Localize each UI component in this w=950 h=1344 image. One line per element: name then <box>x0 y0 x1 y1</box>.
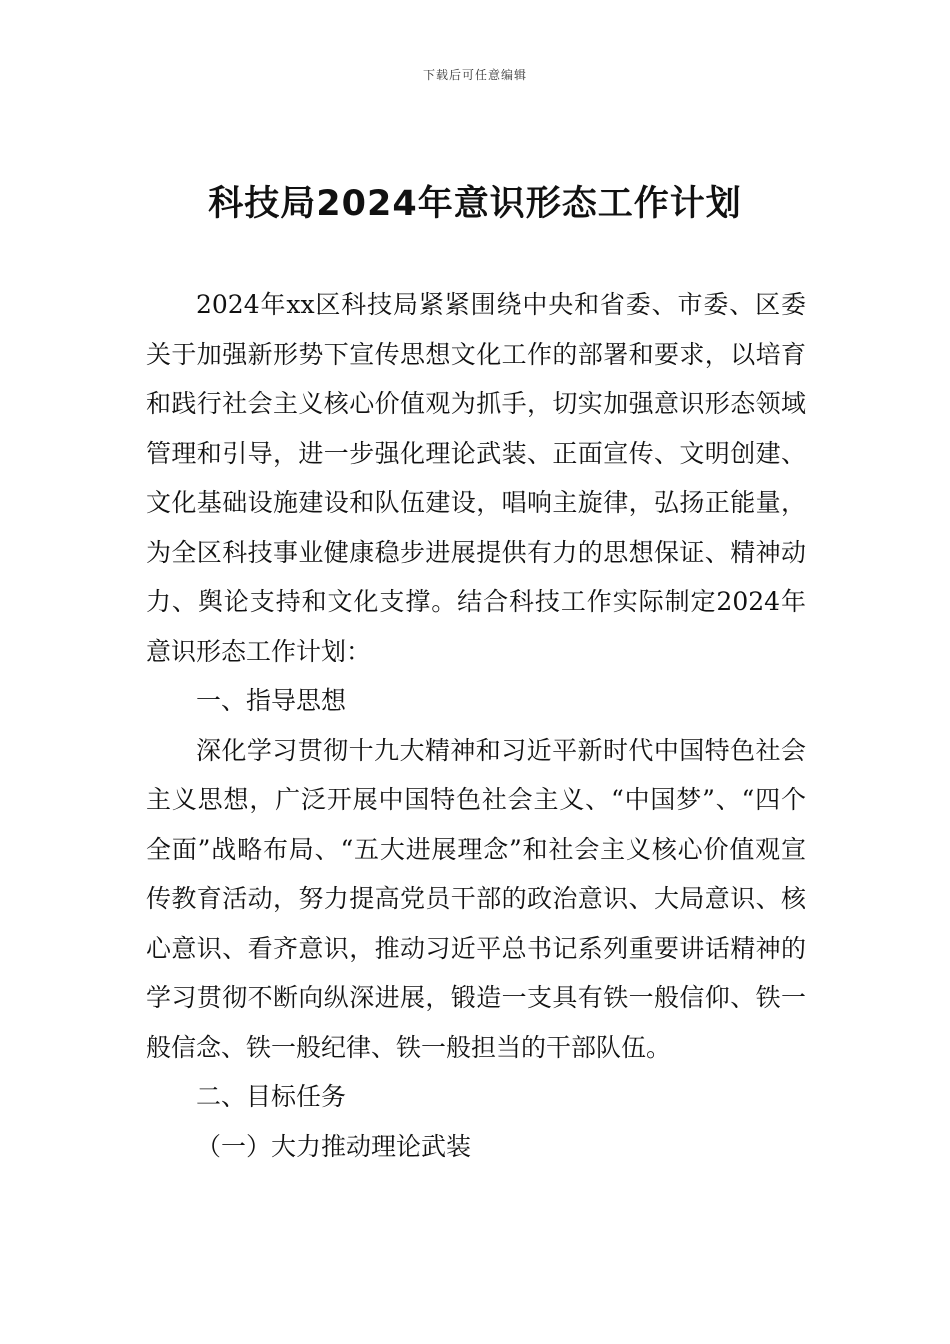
intro-paragraph: 2024年xx区科技局紧紧围绕中央和省委、市委、区委关于加强新形势下宣传思想文化工作的部署和要求，以培育和践行社会主义核心价值观为抓手，切实加强意识形态领域管理和引导，进一步强化理论武装、正面宣传、文明创建、文化基础设施建设和队伍建设，唱响主旋律，弘扬正能量，为全区科技事业健康稳步进展提供有力的思想保证、精神动力、舆论支持和文化支撑。结合科技工作实际制定2024年意识形态工作计划： <box>146 290 806 666</box>
subsection-heading-theory: （一）大力推动理论武装 <box>196 1131 472 1161</box>
section-heading-guiding-thought: 一、指导思想 <box>196 686 347 715</box>
guiding-thought-paragraph: 深化学习贯彻十九大精神和习近平新时代中国特色社会主义思想，广泛开展中国特色社会主义、“中国梦”、“四个全面”战略布局、“五大进展理念”和社会主义核心价值观宣传教育活动，努力提高党员干部的政治意识、大局意识、核心意识、看齐意识，推动习近平总书记系列重要讲话精神的学习贯彻不断向纵深进展，锻造一支具有铁一般信仰、铁一般信念、铁一般纪律、铁一般担当的干部队伍。 <box>146 735 806 1062</box>
header-note: 下载后可任意编辑 <box>422 68 527 82</box>
document-body <box>146 280 806 1171</box>
document-title: 科技局2024年意识形态工作计划 <box>208 184 742 224</box>
section-heading-goals-tasks: 二、目标任务 <box>196 1082 347 1111</box>
